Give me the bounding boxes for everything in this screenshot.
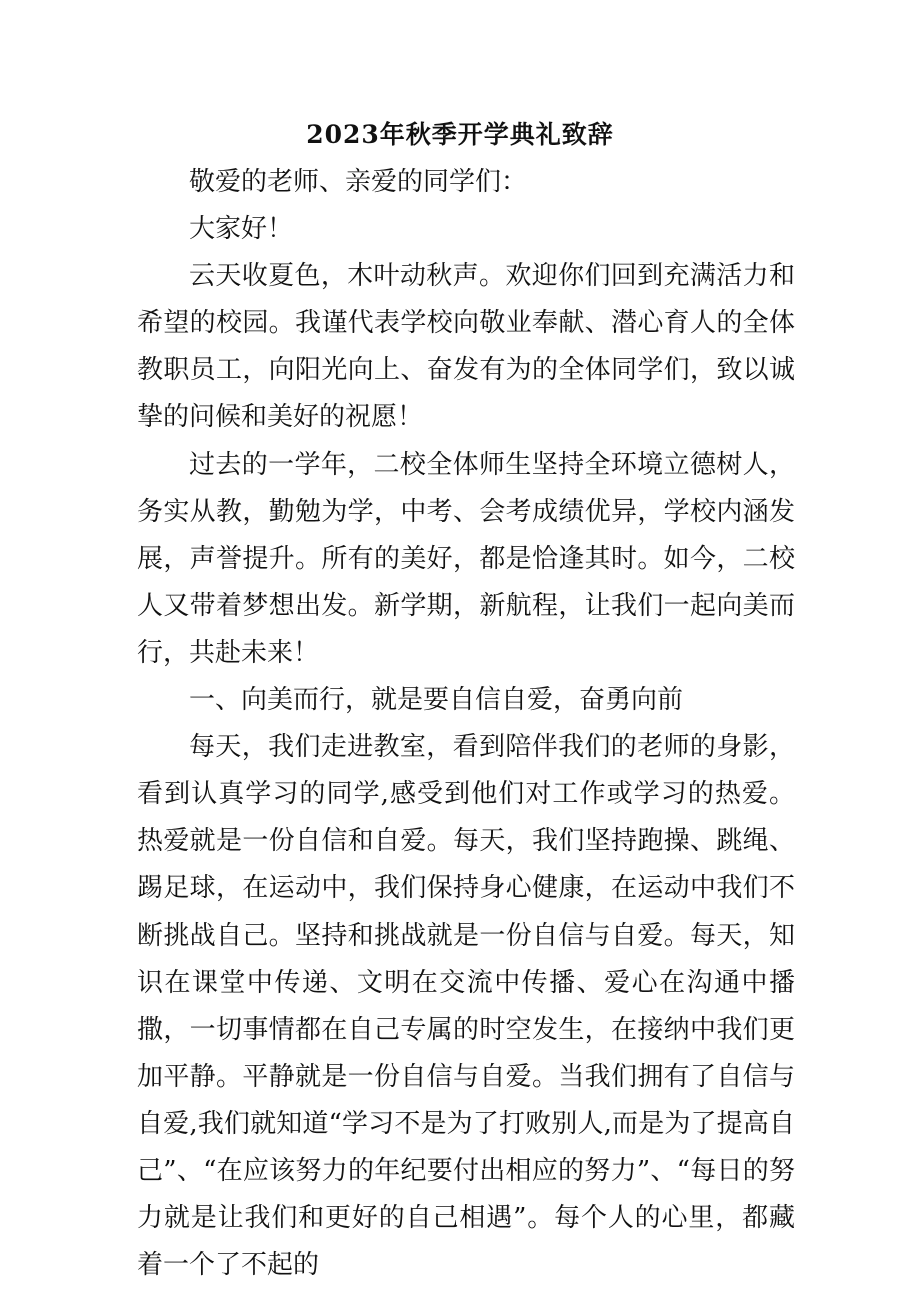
paragraph-welcome: 云天收夏色，木叶动秋声。欢迎你们回到充满活力和希望的校园。我谨代表学校向敬业奉献、潜心育人的全体教职员工，向阳光向上、奋发有为的全体同学们，致以诚挚的问候和美好的祝愿！ — [137, 261, 795, 433]
paragraph-daily: 每天，我们走进教室，看到陪伴我们的老师的身影，看到认真学习的同学,感受到他们对工作或学习的热爱。热爱就是一份自信和自爱。每天，我们坚持跑操、跳绳、踢足球，在运动中，我们保持身心健康，在运动中我们不断挑战自己。坚持和挑战就是一份自信与自爱。每天，知识在课堂中传递、文明在交流中传播、爱心在沟通中播撒，一切事情都在自己专属的时空发生，在接纳中我们更加平静。平静就是一份自信与自爱。当我们拥有了自信与自爱,我们就知道“学习不是为了打败别人,而是为了提高自己”、“在应该努力的年纪要付出相应的努力”、“每日的努力就是让我们和更好的自己相遇”。每个人的心里，都藏着一个了不起的 — [137, 732, 795, 1281]
document-title: 2023年秋季开学典礼致辞 — [306, 120, 614, 149]
section-heading-1: 一、向美而行，就是要自信自爱，奋勇向前 — [189, 685, 684, 716]
paragraph-review: 过去的一学年，二校全体师生坚持全环境立德树人，务实从教，勤勉为学，中考、会考成绩优异，学校内涵发展，声誉提升。所有的美好，都是恰逢其时。如今，二校人又带着梦想出发。新学期，新航程，让我们一起向美而行，共赴未来！ — [137, 449, 795, 668]
document-body — [137, 159, 795, 1289]
salutation: 敬爱的老师、亲爱的同学们： — [189, 167, 528, 197]
greeting: 大家好！ — [189, 214, 294, 245]
